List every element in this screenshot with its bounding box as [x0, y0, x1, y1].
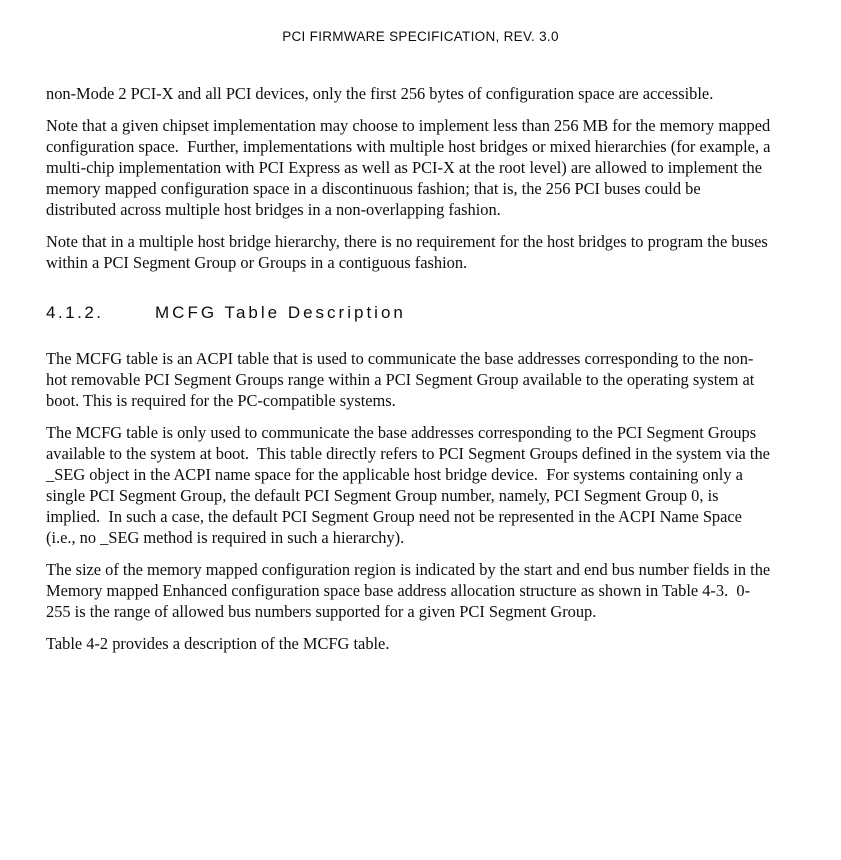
- paragraph-accessibility: non-Mode 2 PCI-X and all PCI devices, only the first 256 bytes of configuration space are accessible.: [46, 84, 714, 103]
- paragraph-region-size: The size of the memory mapped configuration region is indicated by the start and end bus number fields in the Memory mapped Enhanced configuration space base address allocation structure as shown in Table 4-3. 0-255 is the range of allowed bus numbers supported for a given PCI Segment Group.: [46, 560, 775, 621]
- paragraph-table-4-2-reference: Table 4-2 provides a description of the MCFG table.: [46, 634, 390, 653]
- paragraph-chipset-implementation: Note that a given chipset implementation may choose to implement less than 256 MB for the memory mapped configuration space. Further, implementations with multiple host bridges or mixed hierarchies (for example, a multi-chip implementation with PCI Express as well as PCI-X at the root level) are allowed to implement the memory mapped configuration space in a discontinuous fashion; that is, the 256 PCI buses could be distributed across multiple host bridges in a non-overlapping fashion.: [46, 116, 775, 219]
- paragraph-mcfg-acpi-table: The MCFG table is an ACPI table that is used to communicate the base addresses corresponding to the non-hot removable PCI Segment Groups range within a PCI Segment Group available to the operating system at boot. This is required for the PC-compatible systems.: [46, 349, 759, 410]
- paragraph-host-bridge-hierarchy: Note that in a multiple host bridge hierarchy, there is no requirement for the host bridges to program the buses within a PCI Segment Group or Groups in a contiguous fashion.: [46, 232, 772, 272]
- page-content: [46, 83, 775, 654]
- section-title: MCFG Table Description: [155, 303, 406, 322]
- section-number: 4.1.2.: [46, 303, 104, 322]
- paragraph-mcfg-usage: The MCFG table is only used to communicate the base addresses corresponding to the PCI Segment Groups available to the system at boot. This table directly refers to PCI Segment Groups defined in the system via the _SEG object in the ACPI name space for the applicable host bridge device. For systems containing only a single PCI Segment Group, the default PCI Segment Group number, namely, PCI Segment Group 0, is implied. In such a case, the default PCI Segment Group need not be represented in the ACPI Name Space (i.e., no _SEG method is required in such a hierarchy).: [46, 423, 775, 547]
- running-header: PCI FIRMWARE SPECIFICATION, REV. 3.0: [282, 29, 559, 44]
- section-heading: [46, 302, 772, 324]
